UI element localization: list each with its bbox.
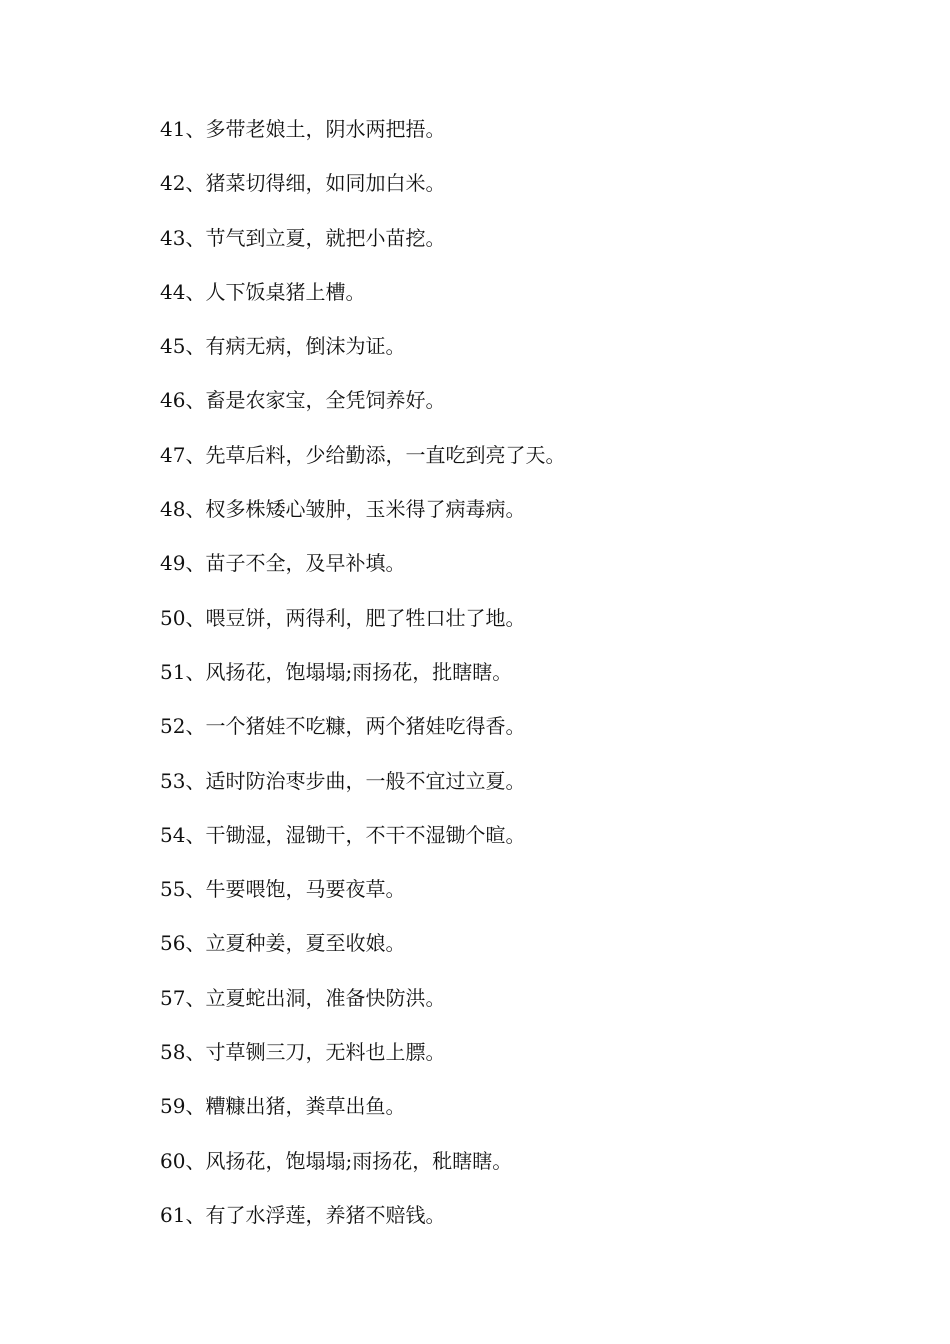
- item-text: 有病无病，倒沫为证。: [205, 334, 406, 359]
- item-number: 43: [160, 225, 186, 250]
- item-text: 有了水浮莲，养猪不赔钱。: [205, 1202, 446, 1227]
- item-number: 56: [160, 931, 186, 956]
- item-separator: 、: [185, 985, 206, 1010]
- item-text: 干锄湿，湿锄干，不干不湿锄个暄。: [205, 822, 526, 847]
- item-separator: 、: [185, 117, 206, 141]
- item-text: 寸草铡三刀，无料也上膘。: [205, 1040, 446, 1065]
- item-number: 44: [160, 279, 186, 304]
- item-number: 59: [160, 1094, 186, 1119]
- item-number: 57: [160, 985, 186, 1010]
- item-text: 畜是农家宝，全凭饲养好。: [205, 388, 446, 413]
- list-item: [160, 494, 565, 548]
- item-text: 猪菜切得细，如同加白米。: [205, 171, 446, 196]
- list-item: [160, 114, 565, 168]
- item-text: 人下饭桌猪上槽。: [205, 279, 366, 304]
- item-number: 52: [160, 714, 186, 739]
- list-item: [160, 1037, 565, 1091]
- item-number: 51: [160, 659, 186, 684]
- list-item: [160, 331, 565, 385]
- list-item: [160, 1200, 565, 1254]
- item-number: 54: [160, 822, 186, 847]
- item-number: 47: [160, 442, 186, 467]
- item-text: 喂豆饼，两得利，肥了牲口壮了地。: [205, 605, 526, 630]
- list-item: [160, 385, 565, 439]
- list-item: [160, 277, 565, 331]
- item-text: 糟糠出猪，粪草出鱼。: [205, 1094, 406, 1119]
- list-item: [160, 603, 565, 657]
- item-separator: 、: [185, 1202, 206, 1227]
- item-number: 58: [160, 1040, 186, 1065]
- item-text: 风扬花，饱塌塌;雨扬花，秕瞎瞎。: [205, 1148, 513, 1173]
- item-number: 61: [160, 1202, 186, 1227]
- list-item: [160, 874, 565, 928]
- item-text: 牛要喂饱，马要夜草。: [205, 877, 406, 902]
- list-item: [160, 1146, 565, 1200]
- item-separator: 、: [185, 1040, 206, 1065]
- item-number: 55: [160, 877, 186, 902]
- item-separator: 、: [185, 659, 206, 684]
- item-number: 45: [160, 334, 186, 359]
- item-text: 立夏种姜，夏至收娘。: [205, 931, 406, 956]
- list-item: [160, 928, 565, 982]
- list-item: [160, 657, 565, 711]
- proverb-list: [160, 114, 565, 1254]
- item-text: 立夏蛇出洞，准备快防洪。: [205, 985, 446, 1010]
- list-item: [160, 983, 565, 1037]
- item-separator: 、: [185, 497, 206, 522]
- item-text: 一个猪娃不吃糠，两个猪娃吃得香。: [205, 714, 526, 739]
- list-item: [160, 168, 565, 222]
- item-text: 苗子不全，及早补填。: [205, 551, 406, 576]
- list-item: [160, 440, 565, 494]
- item-text: 先草后料，少给勤添，一直吃到亮了天。: [205, 442, 566, 467]
- list-item: [160, 766, 565, 820]
- item-separator: 、: [185, 768, 206, 793]
- item-separator: 、: [185, 931, 206, 956]
- item-number: 41: [160, 117, 186, 141]
- item-separator: 、: [185, 388, 206, 413]
- item-separator: 、: [185, 279, 206, 304]
- item-number: 53: [160, 768, 186, 793]
- item-number: 50: [160, 605, 186, 630]
- list-item: [160, 1091, 565, 1145]
- item-number: 60: [160, 1148, 186, 1173]
- item-separator: 、: [185, 1148, 206, 1173]
- item-text: 风扬花，饱塌塌;雨扬花，批瞎瞎。: [205, 659, 513, 684]
- item-text: 多带老娘土，阴水两把捂。: [205, 117, 446, 141]
- list-item: [160, 223, 565, 277]
- item-separator: 、: [185, 225, 206, 250]
- item-separator: 、: [185, 334, 206, 359]
- item-text: 适时防治枣步曲，一般不宜过立夏。: [205, 768, 526, 793]
- item-separator: 、: [185, 714, 206, 739]
- item-text: 杈多株矮心皱肿，玉米得了病毒病。: [205, 497, 526, 522]
- list-item: [160, 711, 565, 765]
- item-number: 49: [160, 551, 186, 576]
- item-separator: 、: [185, 1094, 206, 1119]
- item-separator: 、: [185, 605, 206, 630]
- item-separator: 、: [185, 171, 206, 196]
- item-separator: 、: [185, 877, 206, 902]
- item-text: 节气到立夏，就把小苗挖。: [205, 225, 446, 250]
- item-number: 46: [160, 388, 186, 413]
- list-item: [160, 820, 565, 874]
- item-number: 42: [160, 171, 186, 196]
- list-item: [160, 548, 565, 602]
- item-number: 48: [160, 497, 186, 522]
- item-separator: 、: [185, 442, 206, 467]
- item-separator: 、: [185, 822, 206, 847]
- item-separator: 、: [185, 551, 206, 576]
